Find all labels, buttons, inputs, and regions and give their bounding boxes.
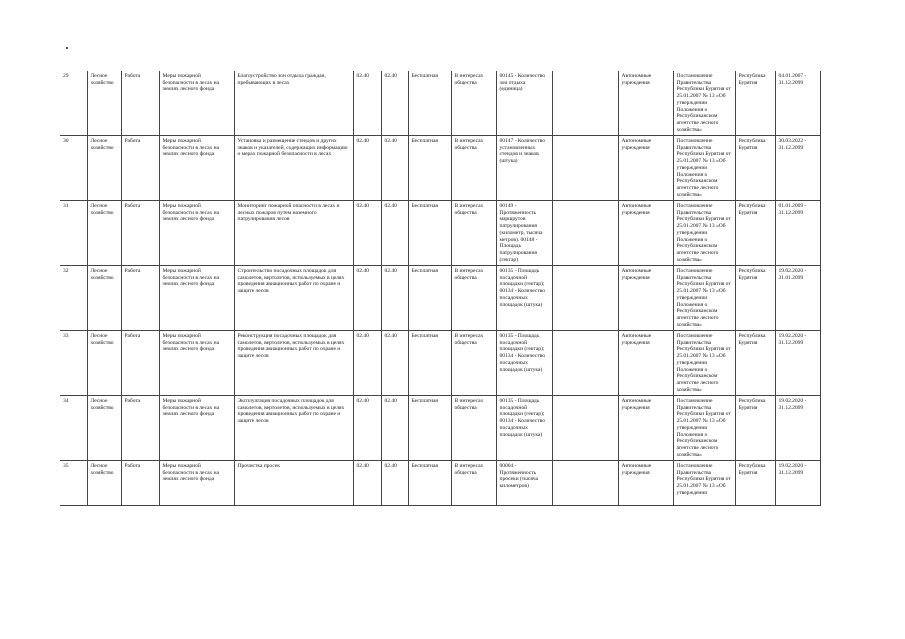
service-name-cell: Меры пожарной безопасности в лесах на землях лесного фонда: [159, 136, 234, 201]
sector-cell: Лесное хозяйство: [87, 201, 121, 266]
content-cell: Эксплуатация посадочных площадок для самолетов, вертолетов, используемых в целях проведения авиационных работ по охране и защите лесов: [234, 396, 353, 461]
code-cell-2: 02.40: [381, 461, 408, 506]
period-cell: 30.03.2022 - 31.12.2099: [775, 136, 820, 201]
payment-cell: Бесплатная: [408, 136, 451, 201]
payment-cell: Бесплатная: [408, 201, 451, 266]
payment-cell: Бесплатная: [408, 266, 451, 331]
interest-cell: В интересах общества: [451, 136, 496, 201]
indicator-cell: 00135 - Площадь посадочной площадки (гектар); 00134 - Количество посадочных площадок (штука): [496, 396, 552, 461]
table-row: [60, 331, 820, 396]
content-cell: Реконструкция посадочных площадок для самолетов, вертолетов, используемых в целях проведения авиационных работ по охране и защите лесов: [234, 331, 353, 396]
legal-act-cell: Постановление Правительства Республики Бурятия от 25.01.2007 № 13 «Об утверждении Положения о Республиканском агентстве лесного хозяйства»: [673, 266, 735, 331]
service-name-cell: Меры пожарной безопасности в лесах на землях лесного фонда: [159, 266, 234, 331]
period-cell: 01.01.2009 - 31.12.2099: [775, 201, 820, 266]
indicator-cell: 00145 - Количество зон отдыха (единица): [496, 71, 552, 136]
sector-cell: Лесное хозяйство: [87, 331, 121, 396]
payment-cell: Бесплатная: [408, 396, 451, 461]
interest-cell: В интересах общества: [451, 71, 496, 136]
table-row: [60, 136, 820, 201]
kind-cell: Работа: [121, 461, 159, 506]
kind-cell: Работа: [121, 136, 159, 201]
payment-cell: Бесплатная: [408, 71, 451, 136]
code-cell-2: 02.40: [381, 71, 408, 136]
kind-cell: Работа: [121, 201, 159, 266]
sector-cell: Лесное хозяйство: [87, 396, 121, 461]
code-cell-1: 02.40: [353, 136, 381, 201]
blank-cell: [552, 71, 618, 136]
institution-cell: Автономные учреждения: [618, 136, 673, 201]
row-number: 34: [60, 396, 87, 461]
kind-cell: Работа: [121, 396, 159, 461]
region-cell: Республика Бурятия: [735, 71, 775, 136]
service-name-cell: Меры пожарной безопасности в лесах на землях лесного фонда: [159, 396, 234, 461]
code-cell-1: 02.40: [353, 71, 381, 136]
code-cell-1: 02.40: [353, 461, 381, 506]
code-cell-2: 02.40: [381, 136, 408, 201]
code-cell-1: 02.40: [353, 396, 381, 461]
row-number: 31: [60, 201, 87, 266]
blank-cell: [552, 331, 618, 396]
content-cell: Строительство посадочных площадок для самолетов, вертолетов, используемых в целях проведения авиационных работ по охране и защите лесов: [234, 266, 353, 331]
code-cell-2: 02.40: [381, 201, 408, 266]
row-number: 32: [60, 266, 87, 331]
code-cell-2: 02.40: [381, 266, 408, 331]
indicator-cell: 00004 - Протяженность просеки (тысяча километров): [496, 461, 552, 506]
kind-cell: Работа: [121, 71, 159, 136]
region-cell: Республика Бурятия: [735, 396, 775, 461]
table-row: [60, 266, 820, 331]
content-cell: Прочистка просек: [234, 461, 353, 506]
code-cell-2: 02.40: [381, 331, 408, 396]
table-body: [60, 71, 820, 506]
region-cell: Республика Бурятия: [735, 201, 775, 266]
table-row: [60, 71, 820, 136]
table-row: [60, 396, 820, 461]
table-row: [60, 461, 820, 506]
sector-cell: Лесное хозяйство: [87, 266, 121, 331]
service-name-cell: Меры пожарной безопасности в лесах на землях лесного фонда: [159, 201, 234, 266]
indicator-cell: 00149 - Протяженность маршрутов патрулирования (километр, тысяча метров). 00148 - Площадь патрулирования (гектар): [496, 201, 552, 266]
region-cell: Республика Бурятия: [735, 136, 775, 201]
period-cell: 19.02.2020 - 31.01.2099: [775, 266, 820, 331]
institution-cell: Автономные учреждения: [618, 201, 673, 266]
interest-cell: В интересах общества: [451, 201, 496, 266]
code-cell-1: 02.40: [353, 331, 381, 396]
blank-cell: [552, 136, 618, 201]
legal-act-cell: Постановление Правительства Республики Бурятия от 25.01.2007 № 13 «Об утверждении Положения о Республиканском агентстве лесного хозяйства»: [673, 136, 735, 201]
legal-act-cell: Постановление Правительства Республики Бурятия от 25.01.2007 № 13 «Об утверждении: [673, 461, 735, 506]
legal-act-cell: Постановление Правительства Республики Бурятия от 25.01.2007 № 13 «Об утверждении Положения о Республиканском агентстве лесного хозяйства»: [673, 331, 735, 396]
legal-act-cell: Постановление Правительства Республики Бурятия от 25.01.2007 № 13 «Об утверждении Положения о Республиканском агентстве лесного хозяйства»: [673, 71, 735, 136]
services-registry-table: [60, 71, 821, 506]
institution-cell: Автономные учреждения: [618, 461, 673, 506]
region-cell: Республика Бурятия: [735, 266, 775, 331]
kind-cell: Работа: [121, 331, 159, 396]
region-cell: Республика Бурятия: [735, 461, 775, 506]
row-number: 29: [60, 71, 87, 136]
blank-cell: [552, 201, 618, 266]
service-name-cell: Меры пожарной безопасности в лесах на землях лесного фонда: [159, 71, 234, 136]
period-cell: 19.02.2020 - 31.12.2099: [775, 461, 820, 506]
legal-act-cell: Постановление Правительства Республики Бурятия от 25.01.2007 № 13 «Об утверждении Положения о Республиканском агентстве лесного хозяйства»: [673, 396, 735, 461]
interest-cell: В интересах общества: [451, 461, 496, 506]
row-number: 33: [60, 331, 87, 396]
table-row: [60, 201, 820, 266]
period-cell: 19.02.2020 - 31.12.2099: [775, 331, 820, 396]
row-number: 30: [60, 136, 87, 201]
indicator-cell: 00147 - Количество установленных стендов и знаков (штука): [496, 136, 552, 201]
institution-cell: Автономные учреждения: [618, 331, 673, 396]
blank-cell: [552, 396, 618, 461]
service-name-cell: Меры пожарной безопасности в лесах на землях лесного фонда: [159, 461, 234, 506]
kind-cell: Работа: [121, 266, 159, 331]
code-cell-1: 02.40: [353, 201, 381, 266]
payment-cell: Бесплатная: [408, 461, 451, 506]
legal-act-cell: Постановление Правительства Республики Бурятия от 25.01.2007 № 13 «Об утверждении Положения о Республиканском агентстве лесного хозяйства»: [673, 201, 735, 266]
indicator-cell: 00135 - Площадь посадочной площадки (гектар); 00134 - Количество посадочных площадок (штука): [496, 266, 552, 331]
interest-cell: В интересах общества: [451, 396, 496, 461]
interest-cell: В интересах общества: [451, 266, 496, 331]
payment-cell: Бесплатная: [408, 331, 451, 396]
interest-cell: В интересах общества: [451, 331, 496, 396]
blank-cell: [552, 461, 618, 506]
period-cell: 19.02.2020 - 31.12.2099: [775, 396, 820, 461]
content-cell: Благоустройство зон отдыха граждан, пребывающих в лесах: [234, 71, 353, 136]
institution-cell: Автономные учреждения: [618, 71, 673, 136]
code-cell-1: 02.40: [353, 266, 381, 331]
indicator-cell: 00135 - Площадь посадочной площадки (гектар); 00134 - Количество посадочных площадок (штука): [496, 331, 552, 396]
row-number: 35: [60, 461, 87, 506]
content-cell: Мониторинг пожарной опасности в лесах и лесных пожаров путем наземного патрулирования лесов: [234, 201, 353, 266]
institution-cell: Автономные учреждения: [618, 396, 673, 461]
institution-cell: Автономные учреждения: [618, 266, 673, 331]
region-cell: Республика Бурятия: [735, 331, 775, 396]
sector-cell: Лесное хозяйство: [87, 461, 121, 506]
code-cell-2: 02.40: [381, 396, 408, 461]
service-name-cell: Меры пожарной безопасности в лесах на землях лесного фонда: [159, 331, 234, 396]
period-cell: 04.01.2007 - 31.12.2099: [775, 71, 820, 136]
sector-cell: Лесное хозяйство: [87, 71, 121, 136]
sector-cell: Лесное хозяйство: [87, 136, 121, 201]
blank-cell: [552, 266, 618, 331]
content-cell: Установка и размещение стендов и других знаков и указателей, содержащих информацию о мерах пожарной безопасности в лесах: [234, 136, 353, 201]
scan-speck: [66, 47, 68, 49]
